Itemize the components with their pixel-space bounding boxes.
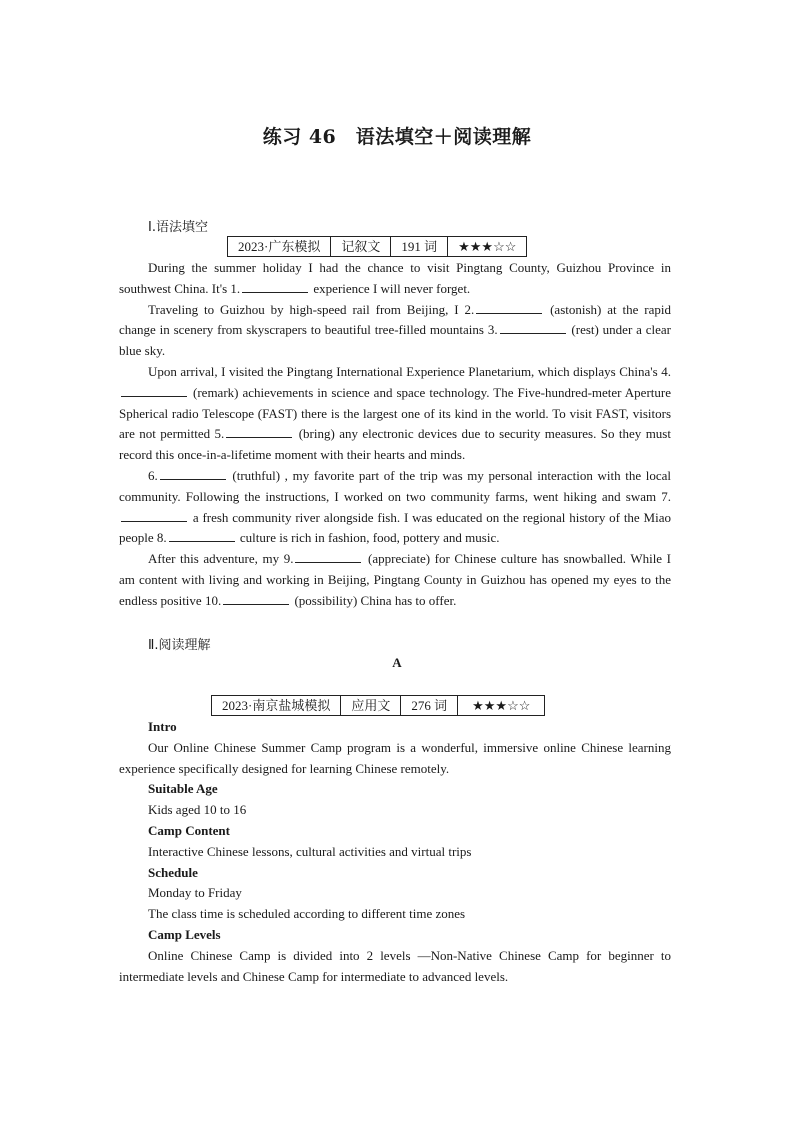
info-table-grammar xyxy=(227,236,527,257)
answer-blank[interactable] xyxy=(121,384,187,397)
info-genre: 应用文 xyxy=(341,696,401,716)
reading-passage xyxy=(119,717,671,987)
info-genre: 记叙文 xyxy=(331,237,391,257)
answer-blank[interactable] xyxy=(295,550,361,563)
paragraph: 6. (truthful) , my favorite part of the trip was my personal interaction with the local community. Following the instructions, I worked on two community farms, went hiking and swam 7. a fresh community river alongside fish. I was educated on the regional history of the Miao people 8. culture is rich in fashion, food, pottery and music. xyxy=(119,467,671,546)
heading-intro: Intro xyxy=(148,719,177,734)
answer-blank[interactable] xyxy=(476,301,542,314)
answer-blank[interactable] xyxy=(226,425,292,438)
info-source: 2023·广东模拟 xyxy=(228,237,331,257)
answer-blank[interactable] xyxy=(121,509,187,522)
page-title: 练习 46 语法填空＋阅读理解 xyxy=(262,126,532,148)
info-difficulty: ★★★☆☆ xyxy=(458,696,545,716)
paragraph: During the summer holiday I had the chance to visit Pingtang County, Guizhou Province in southwest China. It's 1. experience I will never forget. xyxy=(119,260,671,296)
answer-blank[interactable] xyxy=(169,529,235,542)
answer-blank[interactable] xyxy=(500,321,566,334)
paragraph: Upon arrival, I visited the Pingtang International Experience Planetarium, which displays China's 4. (remark) achievements in science and space technology. The Five-hundred-meter Aperture Spherical radio Telescope (FAST) there is the largest one of its kind in the world. To visit FAST, visitors are not permitted 5. (bring) any electronic devices due to security measures. So they must record this once-in-a-lifetime moment with their hearts and minds. xyxy=(119,363,671,463)
text-line: Interactive Chinese lessons, cultural activities and virtual trips xyxy=(148,843,472,859)
passage-label: A xyxy=(392,655,402,670)
info-difficulty: ★★★☆☆ xyxy=(448,237,527,257)
paragraph: Online Chinese Camp is divided into 2 levels —Non-Native Chinese Camp for beginner to intermediate levels and Chinese Camp for intermediate to advanced levels. xyxy=(119,947,671,984)
info-wordcount: 276 词 xyxy=(401,696,458,716)
info-source: 2023·南京盐城模拟 xyxy=(212,696,341,716)
text-line: Monday to Friday xyxy=(148,885,242,901)
heading-age: Suitable Age xyxy=(148,781,218,797)
heading-levels: Camp Levels xyxy=(148,926,221,942)
answer-blank[interactable] xyxy=(223,592,289,605)
answer-blank[interactable] xyxy=(242,280,308,293)
heading-schedule: Schedule xyxy=(148,864,198,880)
paragraph: Traveling to Guizhou by high-speed rail from Beijing, I 2. (astonish) at the rapid change in scenery from skyscrapers to beautiful tree-filled mountains 3. (rest) under a clear blue sky. xyxy=(119,301,672,359)
paragraph: After this adventure, my 9. (appreciate) for Chinese culture has snowballed. While I am content with living and working in Beijing, Pingtang County in Guizhou has opened my eyes to the endless positive 10. (possibility) China has to offer. xyxy=(119,551,671,608)
section-heading-grammar: Ⅰ.语法填空 xyxy=(148,220,208,235)
paragraph: Our Online Chinese Summer Camp program is a wonderful, immersive online Chinese learning experience specifically designed for learning Chinese remotely. xyxy=(119,739,671,776)
text-line: Kids aged 10 to 16 xyxy=(148,802,247,818)
grammar-passage xyxy=(119,258,671,612)
text-line: The class time is scheduled according to different time zones xyxy=(148,906,466,922)
info-table-reading xyxy=(211,695,545,716)
answer-blank[interactable] xyxy=(160,467,226,480)
info-wordcount: 191 词 xyxy=(391,237,448,257)
section-heading-reading: Ⅱ.阅读理解 xyxy=(148,638,211,653)
heading-content: Camp Content xyxy=(148,822,230,838)
